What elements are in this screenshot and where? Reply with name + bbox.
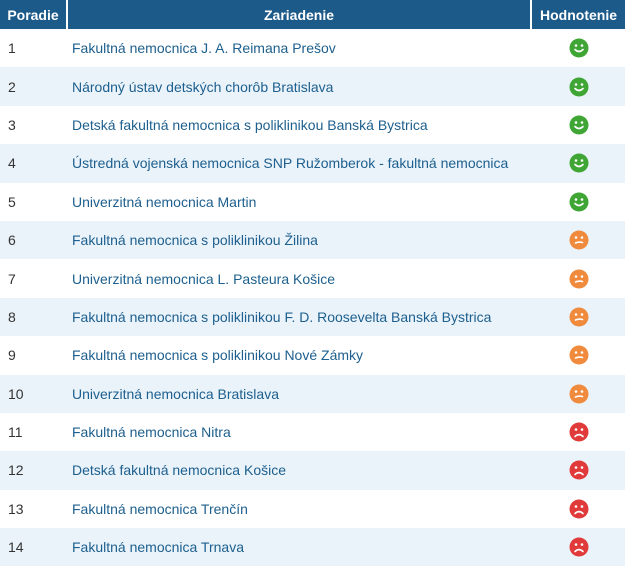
facility-link[interactable]: Detská fakultná nemocnica Košice	[72, 462, 286, 479]
smiley-good-icon	[569, 38, 589, 58]
rank-cell: 3	[8, 116, 16, 133]
facility-link[interactable]: Fakultná nemocnica s poliklinikou Nové Zámky	[72, 347, 364, 364]
table-row	[0, 106, 625, 144]
facility-link[interactable]: Univerzitná nemocnica Bratislava	[72, 385, 279, 402]
rating-cell	[532, 384, 625, 404]
smiley-neutral-icon	[569, 307, 589, 327]
facility-link[interactable]: Univerzitná nemocnica L. Pasteura Košice	[72, 270, 336, 287]
rating-cell	[532, 345, 625, 365]
rating-cell	[532, 422, 625, 442]
table-row	[0, 528, 625, 566]
facility-link[interactable]: Fakultná nemocnica Trenčín	[72, 500, 248, 517]
facility-link[interactable]: Fakultná nemocnica s poliklinikou Žilina	[72, 232, 318, 249]
rank-cell: 12	[8, 462, 24, 479]
rank-cell: 9	[8, 347, 16, 364]
table-row	[0, 29, 625, 67]
smiley-good-icon	[569, 77, 589, 97]
rating-cell	[532, 269, 625, 289]
header-facility: Zariadenie	[68, 0, 530, 29]
facility-link[interactable]: Ústredná vojenská nemocnica SNP Ružomberok - fakultná nemocnica	[72, 155, 509, 172]
rank-cell: 5	[8, 193, 16, 210]
rating-cell	[532, 38, 625, 58]
header-rank: Poradie	[0, 0, 66, 29]
smiley-bad-icon	[569, 460, 589, 480]
rating-cell	[532, 153, 625, 173]
table-row	[0, 451, 625, 489]
table-row	[0, 375, 625, 413]
facility-link[interactable]: Národný ústav detských chorôb Bratislava	[72, 78, 334, 95]
smiley-bad-icon	[569, 422, 589, 442]
table-row	[0, 144, 625, 182]
rank-cell: 13	[8, 500, 24, 517]
table-row	[0, 336, 625, 374]
rank-cell: 4	[8, 155, 16, 172]
table-row	[0, 221, 625, 259]
rating-cell	[532, 77, 625, 97]
rating-cell	[532, 460, 625, 480]
rank-cell: 7	[8, 270, 16, 287]
facility-link[interactable]: Fakultná nemocnica Trnava	[72, 539, 244, 556]
rank-cell: 11	[8, 424, 23, 441]
header-rating: Hodnotenie	[532, 0, 625, 29]
smiley-neutral-icon	[569, 384, 589, 404]
facility-link[interactable]: Detská fakultná nemocnica s poliklinikou Banská Bystrica	[72, 116, 428, 133]
table-header	[0, 0, 625, 29]
rank-cell: 2	[8, 78, 16, 95]
rank-cell: 10	[8, 385, 24, 402]
table-row	[0, 259, 625, 297]
facility-link[interactable]: Univerzitná nemocnica Martin	[72, 193, 257, 210]
rank-cell: 8	[8, 308, 16, 325]
facility-link[interactable]: Fakultná nemocnica Nitra	[72, 424, 231, 441]
smiley-neutral-icon	[569, 345, 589, 365]
table-row	[0, 67, 625, 105]
facility-link[interactable]: Fakultná nemocnica s poliklinikou F. D. Roosevelta Banská Bystrica	[72, 308, 492, 325]
rank-cell: 1	[8, 40, 16, 57]
rating-cell	[532, 115, 625, 135]
smiley-neutral-icon	[569, 230, 589, 250]
smiley-good-icon	[569, 153, 589, 173]
table-body	[0, 29, 625, 566]
smiley-good-icon	[569, 192, 589, 212]
table-row	[0, 183, 625, 221]
smiley-bad-icon	[569, 537, 589, 557]
facility-link[interactable]: Fakultná nemocnica J. A. Reimana Prešov	[72, 40, 336, 57]
rating-cell	[532, 230, 625, 250]
table-row	[0, 413, 625, 451]
smiley-good-icon	[569, 115, 589, 135]
smiley-neutral-icon	[569, 269, 589, 289]
rank-cell: 6	[8, 232, 16, 249]
table-row	[0, 298, 625, 336]
smiley-bad-icon	[569, 499, 589, 519]
table-row	[0, 490, 625, 528]
rank-cell: 14	[8, 539, 24, 556]
rating-cell	[532, 307, 625, 327]
rating-cell	[532, 499, 625, 519]
rating-cell	[532, 537, 625, 557]
rating-cell	[532, 192, 625, 212]
